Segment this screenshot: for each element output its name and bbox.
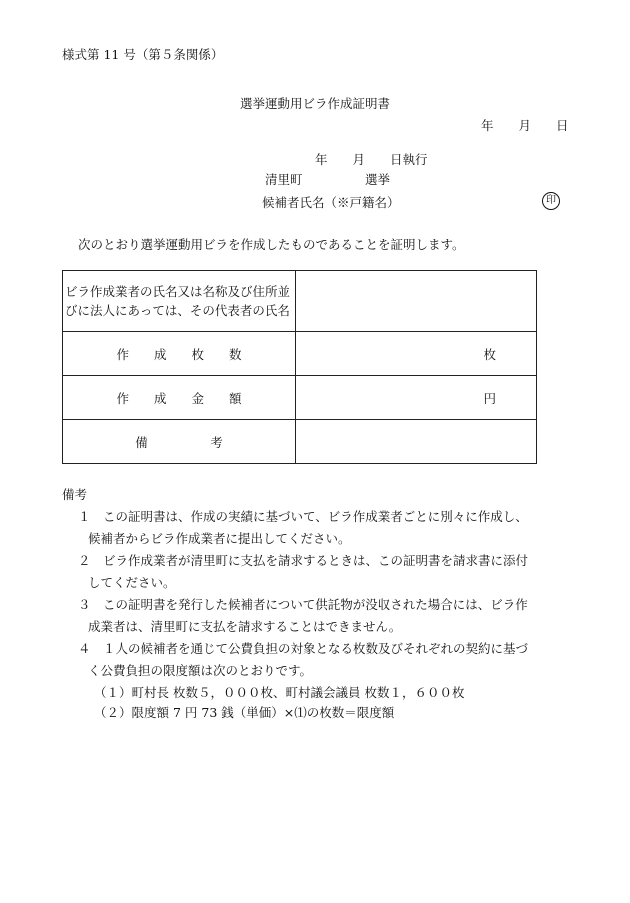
- election-name: 清里町 選挙: [265, 172, 391, 187]
- note-item-1: [78, 506, 528, 550]
- note-text: 候補者からビラ作成業者に提出してください。: [88, 531, 351, 546]
- note-item-4: [78, 638, 528, 682]
- remarks-field[interactable]: [296, 420, 537, 464]
- notes-heading: 備考: [62, 487, 88, 502]
- certificate-table: [62, 270, 537, 464]
- vendor-info-label: ビラ作成業者の氏名又は名称及び住所並びに法人にあっては、その代表者の氏名: [63, 271, 296, 332]
- amount-unit: 円: [483, 390, 496, 406]
- quantity-field[interactable]: [296, 332, 537, 376]
- remarks-label: 備 考: [63, 420, 296, 464]
- intro-text: 次のとおり選挙運動用ビラを作成したものであることを証明します。: [78, 237, 465, 252]
- table-row: [63, 332, 537, 376]
- quantity-unit: 枚: [483, 346, 496, 362]
- note-sub-item-2: （２）限度額 7 円 73 銭（単価）×⑴の枚数＝限度額: [94, 705, 395, 720]
- note-text: してください。: [88, 575, 176, 590]
- note-sub-item-1: （１）町村長 枚数５，０００枚、町村議会議員 枚数１，６００枚: [94, 685, 465, 700]
- form-number: 様式第 11 号（第５条関係）: [62, 47, 224, 62]
- note-text: 成業者は、清里町に支払を請求することはできません。: [88, 619, 402, 634]
- note-text: ３ この証明書を発行した候補者について供託物が没収された場合には、ビラ作: [78, 597, 528, 612]
- vendor-info-field[interactable]: [296, 271, 537, 332]
- amount-field[interactable]: [296, 376, 537, 420]
- document-date: 年 月 日: [481, 118, 569, 133]
- document-title: 選挙運動用ビラ作成証明書: [239, 96, 390, 111]
- note-text: く公費負担の限度額は次のとおりです。: [88, 663, 313, 678]
- amount-label: 作 成 金 額: [63, 376, 296, 420]
- seal-icon: 印: [542, 192, 560, 210]
- note-item-3: [78, 594, 528, 638]
- table-row: [63, 271, 537, 332]
- quantity-label: 作 成 枚 数: [63, 332, 296, 376]
- table-row: [63, 420, 537, 464]
- note-text: ２ ビラ作成業者が清里町に支払を請求するときは、この証明書を請求書に添付: [78, 553, 529, 568]
- table-row: [63, 376, 537, 420]
- note-text: １ この証明書は、作成の実績に基づいて、ビラ作成業者ごとに別々に作成し、: [78, 509, 528, 524]
- note-text: ４ １人の候補者を通じて公費負担の対象となる枚数及びそれぞれの契約に基づ: [78, 641, 529, 656]
- note-item-2: [78, 550, 528, 594]
- execution-date: 年 月 日執行: [315, 152, 428, 167]
- candidate-name-label: 候補者氏名（※戸籍名）: [262, 195, 400, 210]
